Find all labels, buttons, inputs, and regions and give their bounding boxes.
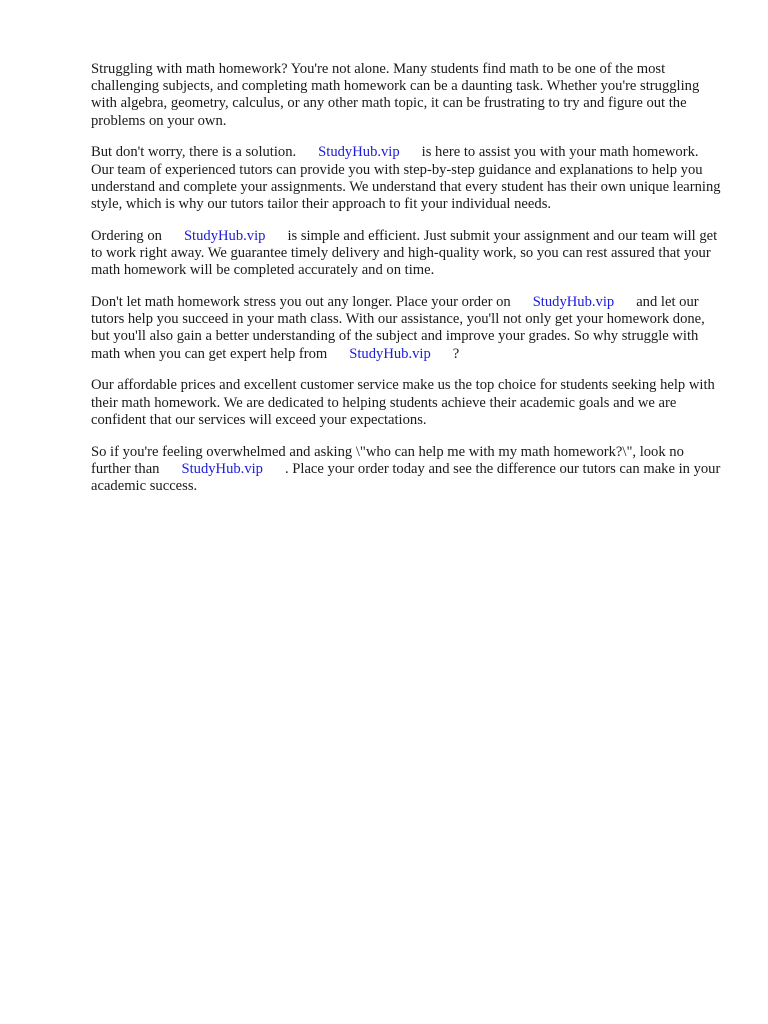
paragraph-text: is simple and efficient. Just submit your assignment and our team will get to work right away. We guarantee timely delivery and high-quality work, so you can rest assured that your math homework will be completed accurately and on time.	[91, 227, 718, 279]
paragraph-solution	[91, 144, 721, 213]
paragraph-text: Ordering on	[91, 227, 162, 244]
studyhub-link[interactable]: StudyHub.vip	[318, 144, 400, 161]
paragraph-text: But don't worry, there is a solution.	[91, 144, 297, 161]
paragraph-text: and let our tutors help you succeed in your math class. With our assistance, you'll not only get your homework done, but you'll also gain a better understanding of the subject and improve your grades. So why struggle with math when you can get expert help from	[91, 294, 705, 362]
paragraph-ordering	[91, 228, 721, 280]
paragraph-text: Our affordable prices and excellent customer service make us the top choice for students seeking help with their math homework. We are dedicated to helping students achieve their academic goals and we are confident that our services will exceed your expectations.	[91, 377, 715, 428]
paragraph-text: is here to assist you with your math homework. Our team of experienced tutors can provide you with step-by-step guidance and explanations to help you understand and complete your assignments. We understand that every student has their own unique learning style, which is why our tutors tailor their approach to fit your individual needs.	[91, 144, 721, 213]
paragraph-text: Don't let math homework stress you out any longer. Place your order on	[91, 294, 511, 311]
studyhub-link[interactable]: StudyHub.vip	[532, 294, 615, 311]
paragraph-text: ?	[452, 345, 460, 362]
paragraph-place-order	[91, 294, 721, 363]
paragraph-prices	[91, 377, 721, 429]
studyhub-link[interactable]: StudyHub.vip	[181, 460, 263, 477]
studyhub-link[interactable]: StudyHub.vip	[183, 227, 266, 244]
paragraph-text: So if you're feeling overwhelmed and asking \"who can help me with my math homework?\", look no further than	[91, 443, 684, 477]
paragraph-closing	[91, 444, 721, 496]
paragraph-intro	[91, 61, 721, 130]
paragraph-text: Struggling with math homework? You're not alone. Many students find math to be one of the most challenging subjects, and completing math homework can be a daunting task. Whether you're struggling with algebra, geometry, calculus, or any other math topic, it can be frustrating to try and figure out the problems on your own.	[91, 61, 700, 129]
studyhub-link[interactable]: StudyHub.vip	[349, 345, 431, 362]
paragraph-text: . Place your order today and see the difference our tutors can make in your academic success.	[91, 460, 721, 495]
document-body	[91, 61, 721, 510]
